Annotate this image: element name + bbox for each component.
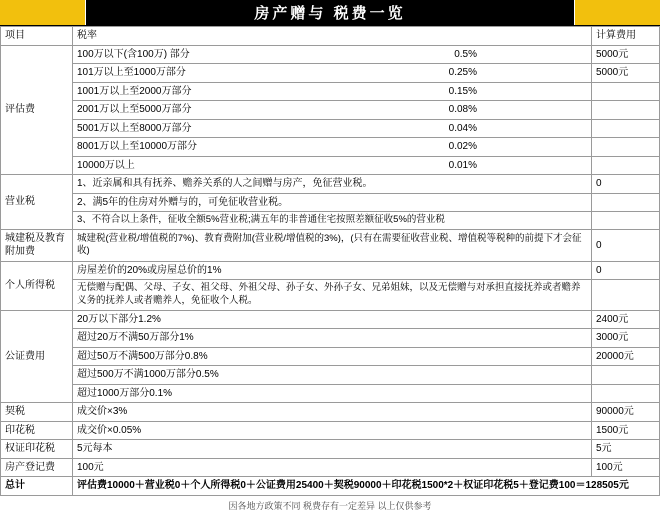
column-header-item: 项目 xyxy=(1,27,73,46)
table-row xyxy=(1,175,660,194)
column-header-rate: 税率 xyxy=(73,27,592,46)
fee-rate-description xyxy=(73,119,592,138)
fee-rate-description: 房屋差价的20%或房屋总价的1% xyxy=(73,261,592,280)
fee-rate-description xyxy=(73,82,592,101)
rate-percent: 0.5% xyxy=(454,48,477,60)
rate-label: 10000万以上 xyxy=(77,159,135,171)
fee-amount: 5元 xyxy=(592,440,660,459)
fee-rate-description: 1、近亲属和具有抚养、赡养关系的人之间赠与房产，免征营业税。 xyxy=(73,175,592,194)
table-row xyxy=(1,403,660,422)
fee-amount: 0 xyxy=(592,175,660,194)
fee-amount xyxy=(592,193,660,212)
table-row xyxy=(1,280,660,311)
fee-rate-description: 超过1000万部分0.1% xyxy=(73,384,592,403)
fee-amount xyxy=(592,101,660,120)
fee-rate-description: 超过20万不满50万部分1% xyxy=(73,329,592,348)
table-row xyxy=(1,138,660,157)
page-title: 房产赠与 税费一览 xyxy=(86,0,574,25)
title-bar xyxy=(0,0,660,26)
fee-amount xyxy=(592,82,660,101)
table-row xyxy=(1,440,660,459)
fee-amount: 5000元 xyxy=(592,45,660,64)
table-row xyxy=(1,82,660,101)
rate-label: 5001万以上至8000万部分 xyxy=(77,122,192,134)
fee-amount: 90000元 xyxy=(592,403,660,422)
table-row xyxy=(1,64,660,83)
fee-rate-description: 5元每本 xyxy=(73,440,592,459)
rate-label: 8001万以上至10000万部分 xyxy=(77,141,198,152)
fee-rate-description xyxy=(73,64,592,83)
fee-rate-description xyxy=(73,45,592,64)
fee-rate-description: 2、满5年的住房对外赠与的，可免征收营业税。 xyxy=(73,193,592,212)
title-accent-right xyxy=(574,0,660,25)
rate-percent: 0.08% xyxy=(448,104,477,115)
fee-amount: 0 xyxy=(592,261,660,280)
rate-percent: 0.04% xyxy=(448,122,477,134)
table-row xyxy=(1,45,660,64)
table-row xyxy=(1,458,660,477)
fee-item-name: 印花税 xyxy=(1,421,73,440)
fee-amount: 5000元 xyxy=(592,64,660,83)
fee-rate-description xyxy=(73,138,592,157)
rate-percent: 0.25% xyxy=(448,67,477,78)
fee-amount xyxy=(592,384,660,403)
fee-item-name: 房产登记费 xyxy=(1,458,73,477)
fee-amount: 3000元 xyxy=(592,329,660,348)
rate-label: 1001万以上至2000万部分 xyxy=(77,85,192,97)
fee-amount: 100元 xyxy=(592,458,660,477)
table-row xyxy=(1,101,660,120)
fee-rate-description: 成交价×0.05% xyxy=(73,421,592,440)
fee-rate-description: 100元 xyxy=(73,458,592,477)
table-row xyxy=(1,421,660,440)
footer-note: 因各地方政策不同 税费存有一定差异 以上仅供参考 xyxy=(228,500,432,511)
fee-rate-description: 成交价×3% xyxy=(73,403,592,422)
fee-rate-description xyxy=(73,101,592,120)
total-row xyxy=(1,477,660,496)
fee-amount xyxy=(592,366,660,385)
fee-table xyxy=(0,26,660,496)
fee-amount xyxy=(592,212,660,230)
total-label: 总计 xyxy=(1,477,73,496)
rate-label: 100万以下(含100万) 部分 xyxy=(77,48,190,60)
table-row xyxy=(1,366,660,385)
table-row xyxy=(1,310,660,329)
fee-amount xyxy=(592,138,660,157)
fee-amount: 2400元 xyxy=(592,310,660,329)
table-row xyxy=(1,193,660,212)
fee-item-name: 契税 xyxy=(1,403,73,422)
fee-item-name: 城建税及教育附加费 xyxy=(1,229,73,261)
fee-amount: 1500元 xyxy=(592,421,660,440)
fee-item-name: 评估费 xyxy=(1,45,73,175)
fee-rate-description: 3、不符合以上条件，征收全额5%营业税;满五年的非普通住宅按照差额征收5%的营业税 xyxy=(73,212,592,230)
rate-label: 101万以上至1000万部分 xyxy=(77,67,186,78)
fee-item-name: 权证印花税 xyxy=(1,440,73,459)
fee-rate-description: 20万以下部分1.2% xyxy=(73,310,592,329)
fee-amount xyxy=(592,119,660,138)
fee-amount: 20000元 xyxy=(592,347,660,366)
table-header-row xyxy=(1,27,660,46)
fee-rate-description: 超过50万不满500万部分0.8% xyxy=(73,347,592,366)
fee-rate-description: 无偿赠与配偶、父母、子女、祖父母、外祖父母、孙子女、外孙子女、兄弟姐妹，以及无偿赠与对承担直接抚养或者赡养义务的抚养人或者赡养人，免征收个人税。 xyxy=(73,280,592,311)
table-row xyxy=(1,261,660,280)
table-row xyxy=(1,347,660,366)
rate-percent: 0.15% xyxy=(448,85,477,97)
fee-amount xyxy=(592,280,660,311)
rate-percent: 0.01% xyxy=(448,159,477,171)
table-row xyxy=(1,212,660,230)
fee-item-name: 公证费用 xyxy=(1,310,73,403)
table-row xyxy=(1,229,660,261)
fee-amount xyxy=(592,156,660,175)
fee-rate-description xyxy=(73,156,592,175)
table-row xyxy=(1,384,660,403)
column-header-fee: 计算费用 xyxy=(592,27,660,46)
title-accent-left xyxy=(0,0,86,25)
table-row xyxy=(1,156,660,175)
rate-label: 2001万以上至5000万部分 xyxy=(77,104,192,115)
total-formula: 评估费10000＋营业税0＋个人所得税0＋公证费用25400＋契税90000＋印花税1500*2＋权证印花税5＋登记费100＝128505元 xyxy=(73,477,660,496)
table-row xyxy=(1,329,660,348)
fee-rate-description: 超过500万不满1000万部分0.5% xyxy=(73,366,592,385)
table-row xyxy=(1,119,660,138)
fee-amount: 0 xyxy=(592,229,660,261)
fee-rate-description: 城建税(营业税/增值税的7%)、教育费附加(营业税/增值税的3%)，(只有在需要征收营业税、增值税等税种的前提下才会征收) xyxy=(73,229,592,261)
fee-item-name: 营业税 xyxy=(1,175,73,230)
rate-percent: 0.02% xyxy=(448,141,477,152)
fee-item-name: 个人所得税 xyxy=(1,261,73,310)
